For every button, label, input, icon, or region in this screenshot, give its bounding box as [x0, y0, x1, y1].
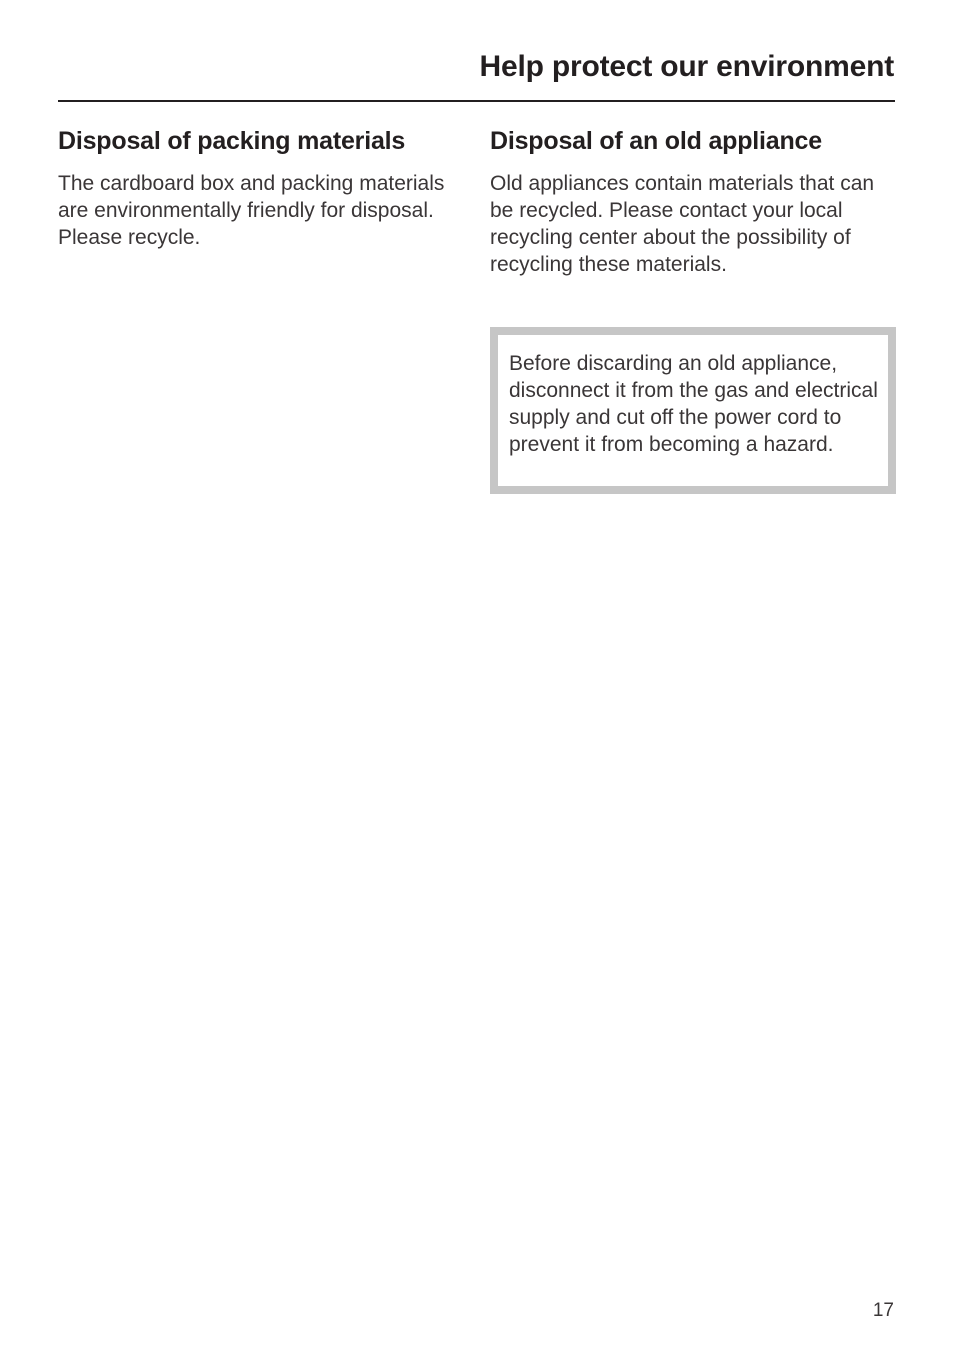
warning-box [490, 327, 896, 494]
packing-materials-text: The cardboard box and packing materials are environmentally friendly for disposal. Please recycle. [58, 172, 445, 249]
old-appliance-text: Old appliances contain materials that can be recycled. Please contact your local recycling center about the possibility of recycling these materials. [490, 172, 875, 276]
packing-materials-heading: Disposal of packing materials [58, 127, 406, 155]
page-title: Help protect our environment [479, 50, 894, 83]
title-divider [58, 100, 895, 102]
page-number: 17 [872, 1300, 894, 1321]
warning-text: Before discarding an old appliance, disconnect it from the gas and electrical supply and cut off the power cord to prevent it from becoming a hazard. [509, 352, 878, 456]
packing-materials-section [58, 124, 458, 251]
old-appliance-section [490, 124, 895, 278]
old-appliance-heading: Disposal of an old appliance [490, 127, 822, 155]
